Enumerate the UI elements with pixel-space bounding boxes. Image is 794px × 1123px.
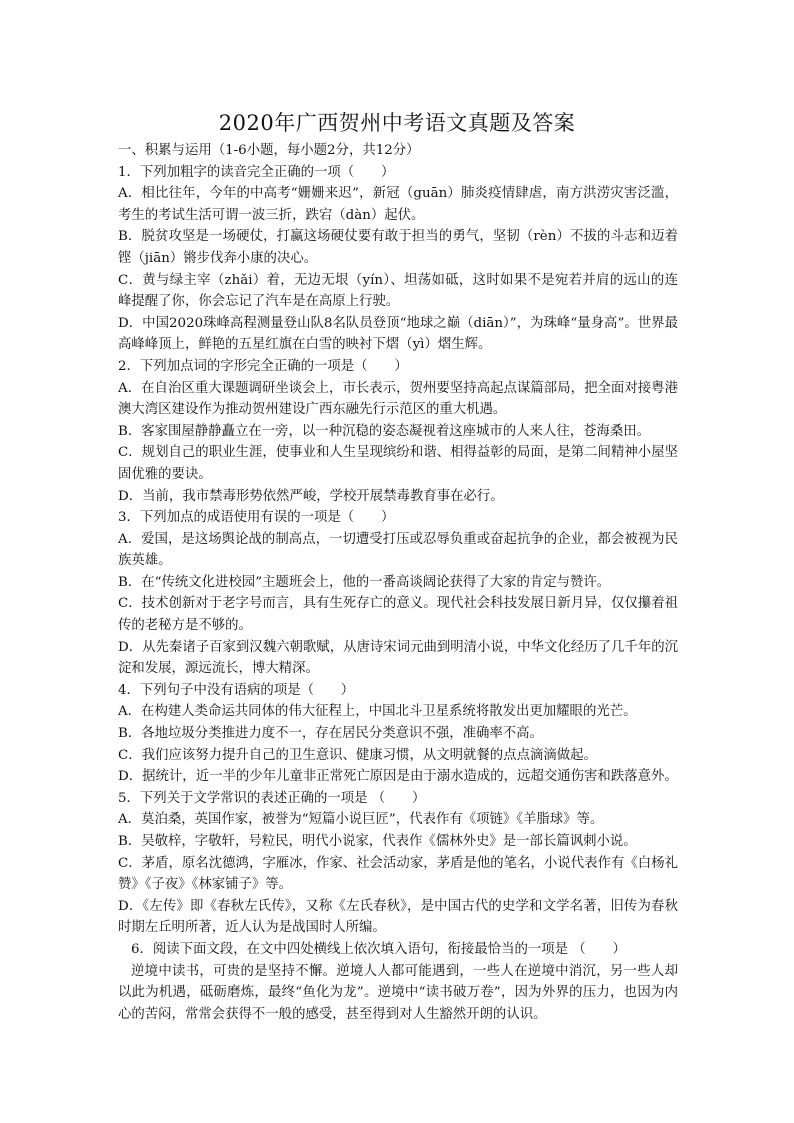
question-5-option-b: B．吴敬梓，字敬轩，号粒民，明代小说家，代表作《儒林外史》是一部长篇讽刺小说。 [118,834,637,849]
question-2-option-a: A．在自治区重大课题调研坐谈会上，市长表示，贺州要坚持高起点谋篇部局，把全面对接粤港澳大湾区建设作为推动贺州建设广西东融先行示范区的重大机遇。 [118,380,678,418]
question-4-option-b: B．各地垃圾分类推进力度不一，存在居民分类意识不强，准确率不高。 [118,726,543,742]
question-1-stem: 1．下列加粗字的读音完全正确的一项（ ） [118,164,395,180]
question-3-option-b: B．在“传统文化进校园”主题班会上，他的一番高谈阔论获得了大家的肯定与赞许。 [118,574,611,590]
question-3-option-c: C．技术创新对于老字号而言，具有生死存亡的意义。现代社会科技发展日新月异，仅仅攥着祖传的老秘方是不够的。 [118,596,678,634]
question-4-option-c: C．我们应该努力提升自己的卫生意识、健康习惯，从文明就餐的点点滴滴做起。 [118,747,597,763]
question-6-stem: 6．阅读下面文段，在文中四处横线上依次填入语句，衔接最恰当的一项是 （ ） [131,941,626,957]
question-3-option-a: A．爱国，是这场舆论战的制高点，一切遭受打压或忍辱负重或奋起抗争的企业，都会被视为民族英雄。 [118,531,678,569]
question-3-option-d: D．从先秦诸子百家到汉魏六朝歌赋，从唐诗宋词元曲到明清小说，中华文化经历了几千年的沉淀和发展，源远流长，博大精深。 [118,639,678,677]
question-2-option-c: C．规划自己的职业生涯，使事业和人生呈现缤纷和谐、相得益彰的局面，是第二间精神小屋坚固优雅的要诀。 [118,445,678,482]
question-2-option-b: B．客家围屋静静矗立在一旁，以一种沉稳的姿态凝视着这座城市的人来人往，苍海桑田。 [118,423,651,439]
question-1-option-d: D．中国2020珠峰高程测量登山队8名队员登顶“地球之巅（diān）”，为珠峰“量身高”。世界最高峰峰顶上，鲜艳的五星红旗在白雪的映衬下熠（yì）熠生辉。 [118,315,678,353]
question-1-option-b: B．脱贫攻坚是一场硬仗，打赢这场硬仗要有敢于担当的勇气，坚韧（rèn）不拔的斗志和迈着铿（jiān）锵步伐奔小康的决心。 [118,229,678,266]
question-5-option-d: D．《左传》即《春秋左氏传》，又称《左氏春秋》，是中国古代的史学和文学名著，旧传为春秋时期左丘明所著，近人认为是战国时人所编。 [118,898,678,936]
question-1-option-c: C．黄与绿主宰（zhǎi）着，无边无垠（yín）、坦荡如砥，这时如果不是宛若并肩的远山的连峰提醒了你，你会忘记了汽车是在高原上行驶。 [118,272,678,310]
question-6-passage: 逆境中读书，可贵的是坚持不懈。逆境人人都可能遇到，一些人在逆境中消沉，另一些人却以此为机遇，砥砺磨炼，最终“鱼化为龙”。逆境中“读书破万卷”，因为外界的压力，也因为内心的苦闷，常常会获得不一般的感受，甚至得到对人生豁然开朗的认识。 [118,963,678,1022]
document-body [118,140,678,1025]
question-2-stem: 2．下列加点词的字形完全正确的一项是（ ） [118,358,408,374]
question-2-option-d: D．当前，我市禁毒形势依然严峻，学校开展禁毒教育事在必行。 [118,488,504,504]
question-5-option-c: C．茅盾，原名沈德鸿，字雁冰，作家、社会活动家，茅盾是他的笔名，小说代表作有《白杨礼赞》《子夜》《林家铺子》等。 [118,855,678,893]
question-1-option-a: A．相比往年，今年的中高考“姗姗来迟”，新冠（guān）肺炎疫情肆虐，南方洪涝灾害泛滥，考生的考试生活可谓一波三折，跌宕（dàn）起伏。 [118,186,678,223]
document-title: 2020年广西贺州中考语文真题及答案 [218,111,576,135]
question-4-option-d: D．据统计，近一半的少年儿童非正常死亡原因是由于溺水造成的，远超交通伤害和跌落意外。 [118,769,678,785]
question-4-option-a: A．在构建人类命运共同体的伟大征程上，中国北斗卫星系统将散发出更加耀眼的光芒。 [118,704,637,720]
section-heading: 一、积累与运用（1-6小题，每小题2分，共12分） [118,143,420,158]
question-4-stem: 4．下列句子中没有语病的项是（ ） [118,682,355,698]
question-5-option-a: A．莫泊桑，英国作家，被誉为“短篇小说巨匠”，代表作有《项链》《羊脂球》等。 [118,812,604,828]
question-3-stem: 3．下列加点的成语使用有误的一项是（ ） [118,510,395,526]
question-5-stem: 5．下列关于文学常识的表述正确的一项是 （ ） [118,790,426,806]
